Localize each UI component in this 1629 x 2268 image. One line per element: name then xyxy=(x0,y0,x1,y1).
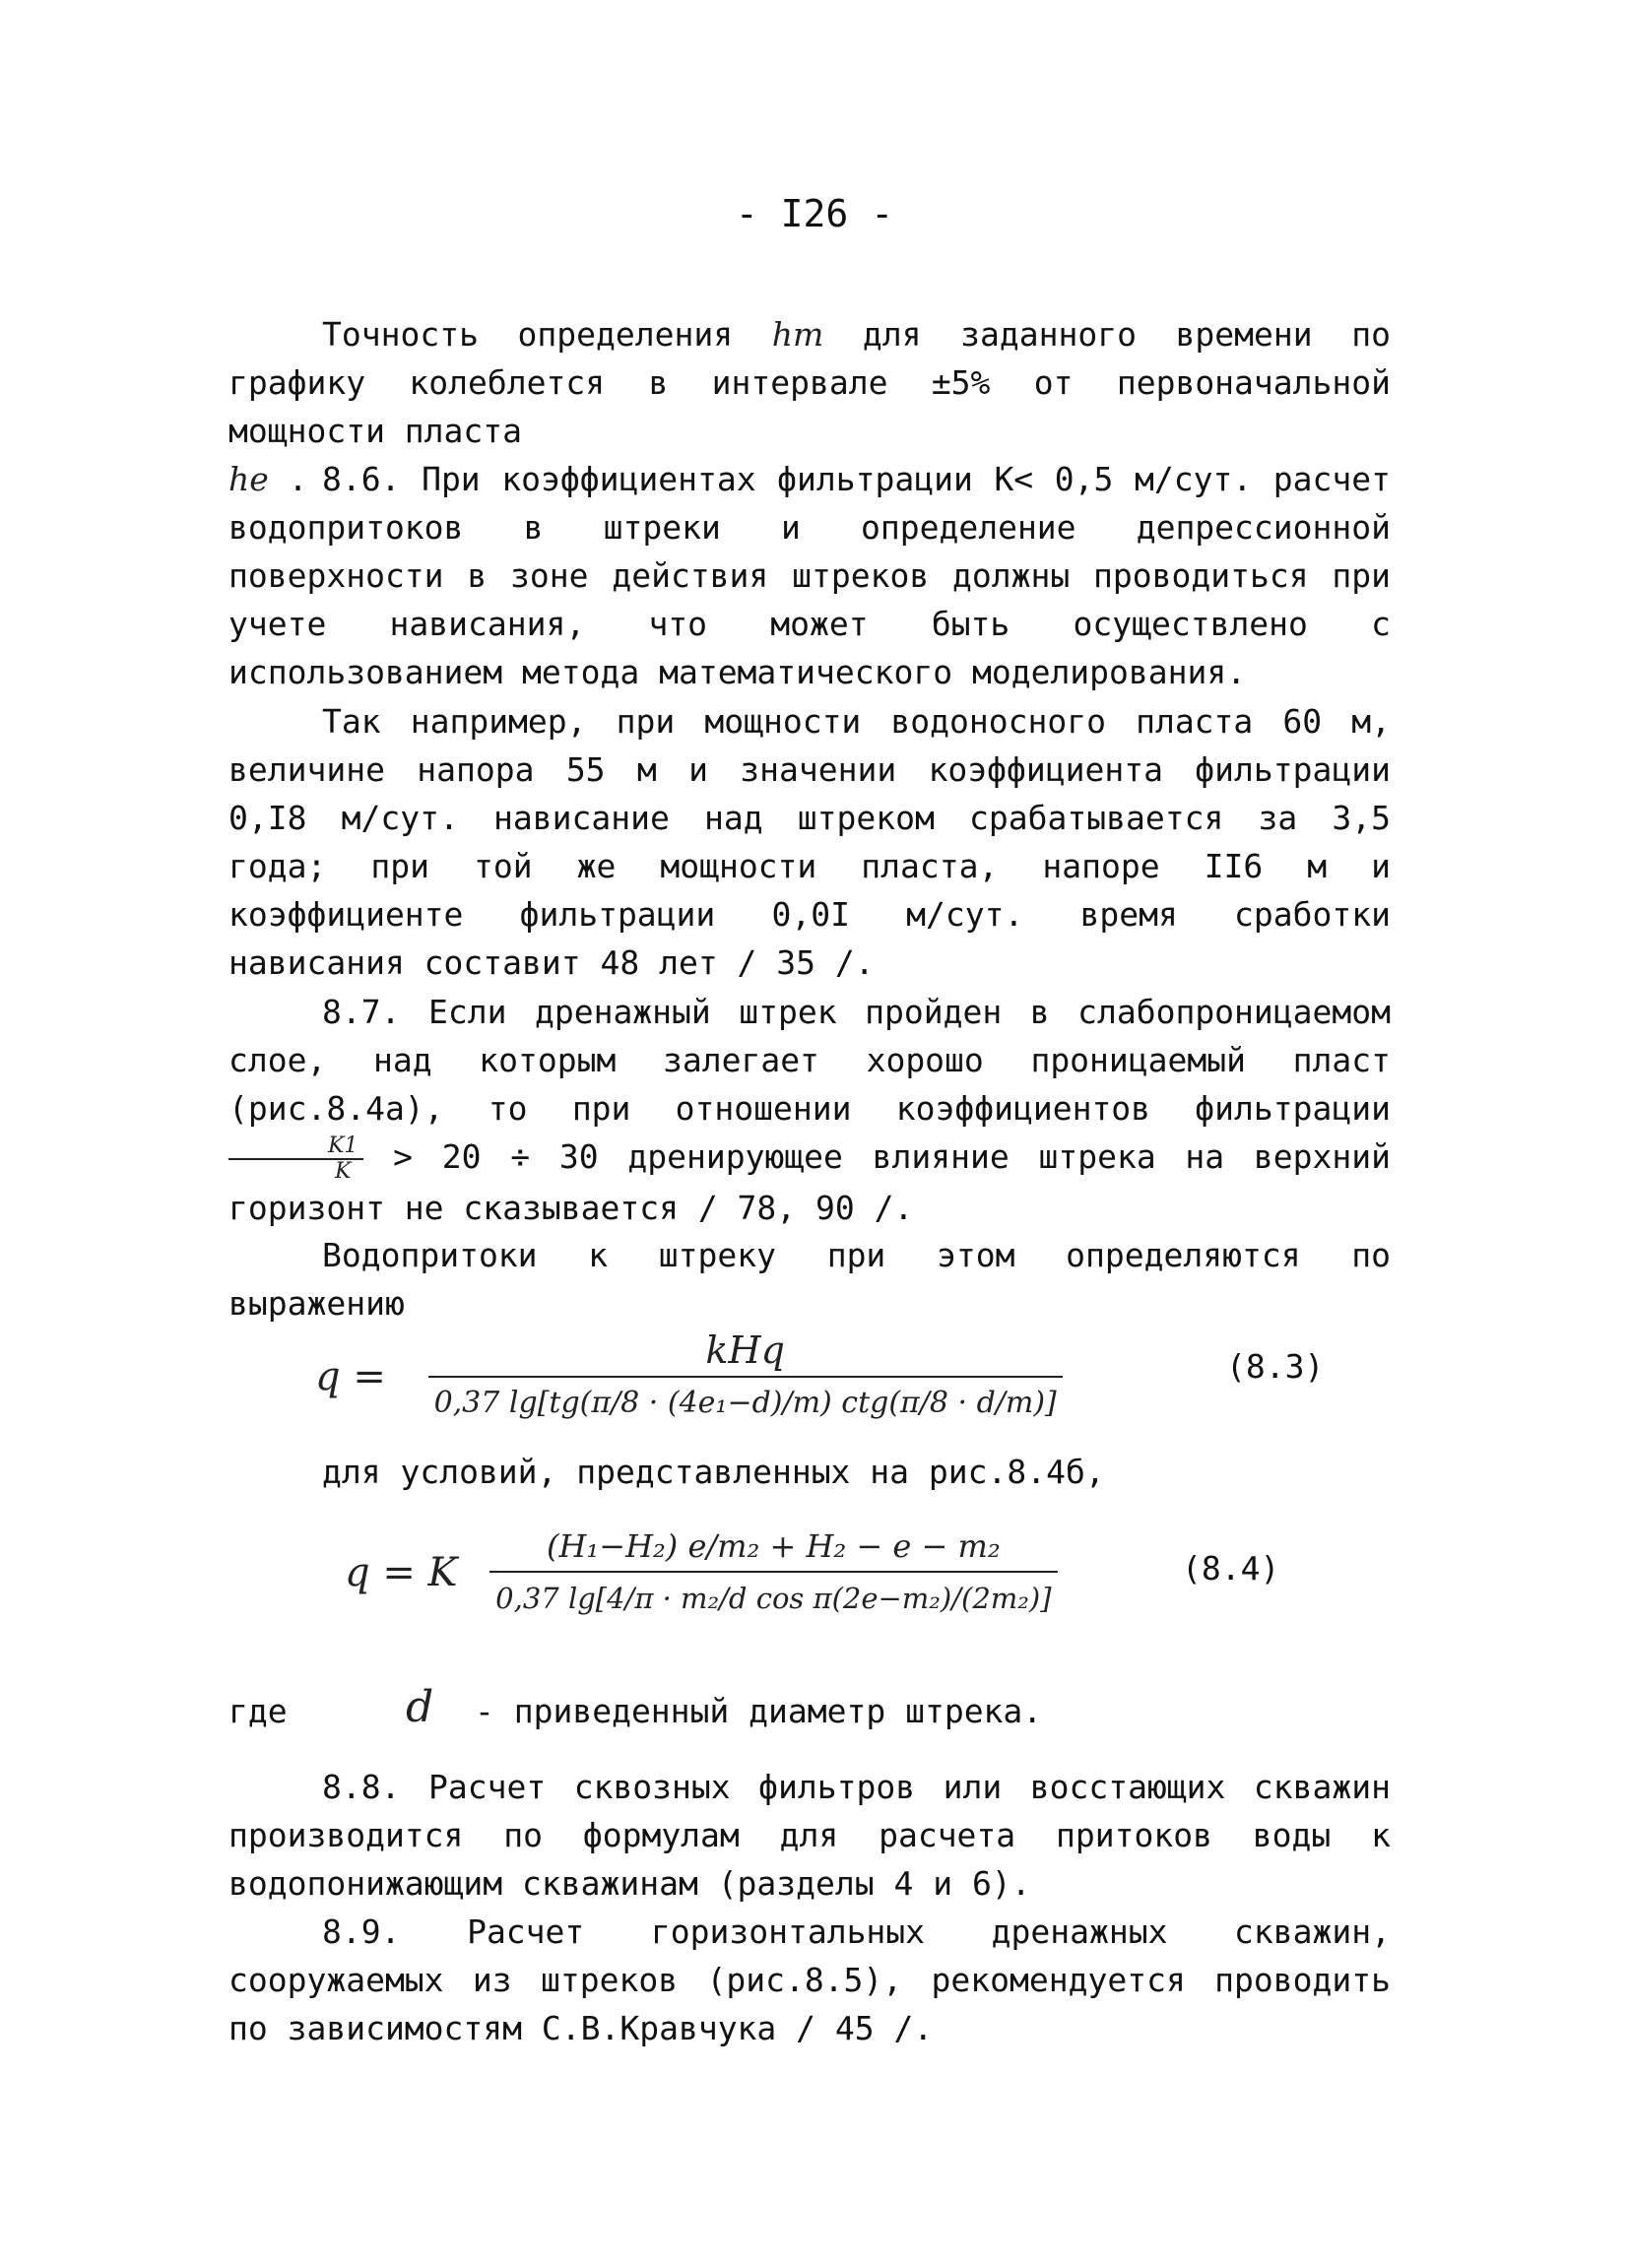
text: Точность определения xyxy=(322,315,734,354)
equation-8-4 xyxy=(345,1522,1058,1624)
equation-lhs: q = K xyxy=(345,1550,458,1595)
text: ±5% xyxy=(931,363,991,402)
where-definition: - приведенный диаметр штрека. xyxy=(475,1692,1043,1730)
equation-numerator: kHq xyxy=(428,1325,1063,1378)
equation-fraction xyxy=(489,1522,1057,1624)
equation-denominator: 0,37 lg[4/π · m₂/d cos π(2e−m₂)/(2m₂)] xyxy=(495,1582,1052,1615)
ratio-numerator: K1 xyxy=(228,1134,363,1160)
text: от первоначальной мощности пласта xyxy=(228,363,1391,450)
text: . xyxy=(268,460,308,498)
equation-lhs: q = xyxy=(315,1354,386,1399)
symbol-h-e: he xyxy=(228,460,269,498)
where-label: где xyxy=(228,1692,288,1730)
paragraph-conditions: для условий, представленных на рис.8.4б, xyxy=(322,1453,1105,1491)
symbol-d: d xyxy=(406,1682,434,1732)
page-number: - I26 - xyxy=(735,192,894,235)
paragraph-8-6: 8.6. При коэффициентах фильтрации K< 0,5 м/сут. расчет водопритоков в штреки и определение депрессионной поверхности в зоне действия штреков должны проводиться при учете нависания, что может быть осуществлено с использованием метода математического моделирования. xyxy=(228,460,1391,691)
paragraph-example: Так например, при мощности водоносного пласта 60 м, величине напора 55 м и значении коэффициента фильтрации 0,I8 м/сут. нависание над штреком срабатывается за 3,5 года; при той же мощности пласта, напоре II6 м и коэффициенте фильтрации 0,0I м/сут. время сработки нависания составит 48 лет / 35 /. xyxy=(228,702,1391,982)
paragraph-inflow: Водопритоки к штреку при этом определяются по выражению xyxy=(228,1236,1391,1323)
equation-number: (8.4) xyxy=(1182,1549,1280,1588)
symbol-h-t: hт xyxy=(771,315,824,354)
ratio-denominator: K xyxy=(335,1158,352,1184)
paragraph-8-9: 8.9. Расчет горизонтальных дренажных скважин, сооружаемых из штреков (рис.8.5), рекомендуется проводить по зависимостям С.В.Кравчука / 45 /. xyxy=(228,1912,1391,2047)
equation-denominator: 0,37 lg[tg(π/8 · (4e₁−d)/m) ctg(π/8 · d/m)] xyxy=(433,1386,1057,1420)
paragraph-8-8: 8.8. Расчет сквозных фильтров или восстающих скважин производится по формулам для расчета притоков воды к водопонижающим скважинам (разделы 4 и 6). xyxy=(228,1768,1391,1903)
paragraph-8-7 xyxy=(228,988,1391,1232)
text: для заданного времени по графику колеблется в интервале xyxy=(228,315,1391,402)
text: 8.7. Если дренажный штрек пройден в слабопроницаемом слое, над которым залегает хорошо проницаемый пласт (рис.8.4а), то при отношении коэффициентов фильтрации xyxy=(228,993,1391,1128)
equation-8-3 xyxy=(315,1325,1063,1429)
ratio-fraction xyxy=(228,1134,363,1184)
text: > 20 ÷ 30 дренирующее влияние штрека на верхний горизонт не сказывается / 78, 90 /. xyxy=(228,1137,1391,1227)
equation-fraction xyxy=(428,1325,1063,1429)
equation-number: (8.3) xyxy=(1226,1347,1325,1386)
equation-numerator: (H₁−H₂) e/m₂ + H₂ − e − m₂ xyxy=(489,1522,1057,1573)
